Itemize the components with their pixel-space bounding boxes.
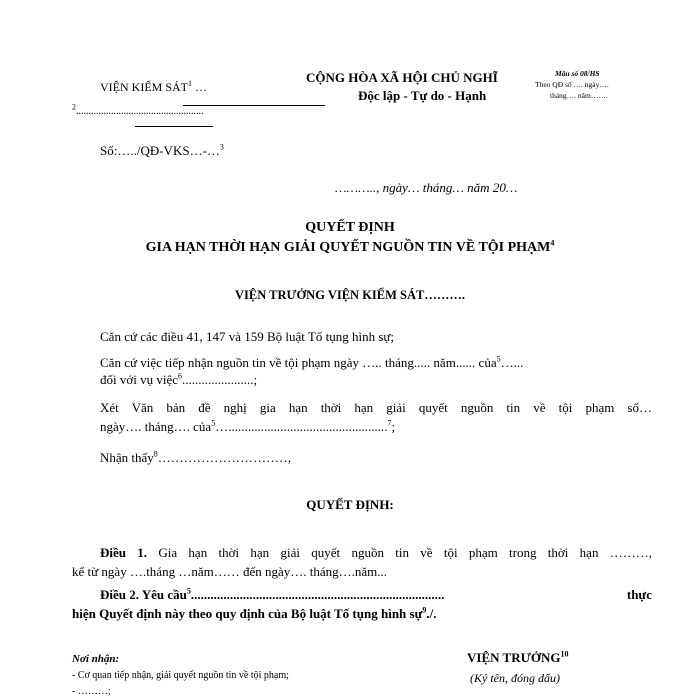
agency-line2-underline [135, 126, 213, 127]
signature-note: (Ký tên, đóng dấu) [470, 671, 560, 685]
agency-underline [183, 105, 325, 106]
article-1: Điều 1. Gia hạn thời hạn giải quyết nguồn tin về tội phạm trong thời hạn ………, [100, 545, 653, 560]
signature-title: VIỆN TRƯỞNG$^{10}$ [467, 649, 569, 665]
article-2: Điều 2. Yêu cầu$^5$.............................................................................. thực [100, 586, 652, 602]
article-1-label: Điều 1. [100, 545, 148, 560]
motto: Độc lập - Tự do - Hạnh [358, 88, 487, 103]
basis-paragraph-2-cont: đối với vụ việc$^6$......................; [100, 371, 258, 387]
nation-name: CỘNG HÒA XÃ HỘI CHỦ NGHĨ [306, 70, 498, 85]
agency-line2: $^2$................................................... [72, 102, 204, 117]
recipient-item: - ………; [72, 686, 111, 697]
issuer: VIỆN TRƯỞNG VIỆN KIỂM SÁT………. [234, 288, 465, 302]
basis-paragraph-1: Căn cứ các điều 41, 147 và 159 Bộ luật Tố tụng hình sự; [100, 329, 395, 344]
article-2-cont: hiện Quyết định này theo quy định của Bộ luật Tố tụng hình sự$^9$./. [72, 605, 437, 621]
article-2-label: Điều 2. Yêu cầu [100, 587, 187, 602]
form-code: Mẫu số 08/HS [555, 69, 600, 78]
agency-name: VIỆN KIỂM SÁT$^1$ … [100, 79, 207, 94]
basis-paragraph-2: Căn cứ việc tiếp nhận nguồn tin về tội phạm ngày ….. tháng..... năm...... của$^5$…... [100, 354, 524, 370]
title-line1: QUYẾT ĐỊNH [305, 220, 395, 235]
form-ref-line2: tháng…. năm……. [550, 91, 608, 100]
form-ref-line1: Theo QĐ số …. ngày…. [535, 80, 609, 89]
document-number: Số:…../QĐ-VKS…-…$^3$ [100, 142, 224, 158]
article-1-cont: kể từ ngày ….tháng …năm…… đến ngày…. tháng….năm... [72, 564, 388, 579]
consideration-paragraph-cont: ngày…. tháng…. của$^5$….................................................$^7$; [100, 418, 396, 434]
decision-heading: QUYẾT ĐỊNH: [306, 497, 394, 512]
finding-paragraph: Nhận thấy$^8$…………………………, [100, 449, 292, 465]
title-line2: GIA HẠN THỜI HẠN GIẢI QUYẾT NGUỒN TIN VỀ TỘI PHẠM$^4$ [145, 238, 555, 255]
consideration-paragraph: Xét Văn bản đề nghị gia hạn thời hạn giải quyết nguồn tin về tội phạm số… [100, 400, 652, 415]
date-line: ……….., ngày… tháng… năm 20… [335, 180, 518, 195]
recipient-item: - Cơ quan tiếp nhận, giải quyết nguồn tin về tội phạm; [72, 670, 289, 681]
recipients-heading: Nơi nhận: [72, 653, 120, 665]
